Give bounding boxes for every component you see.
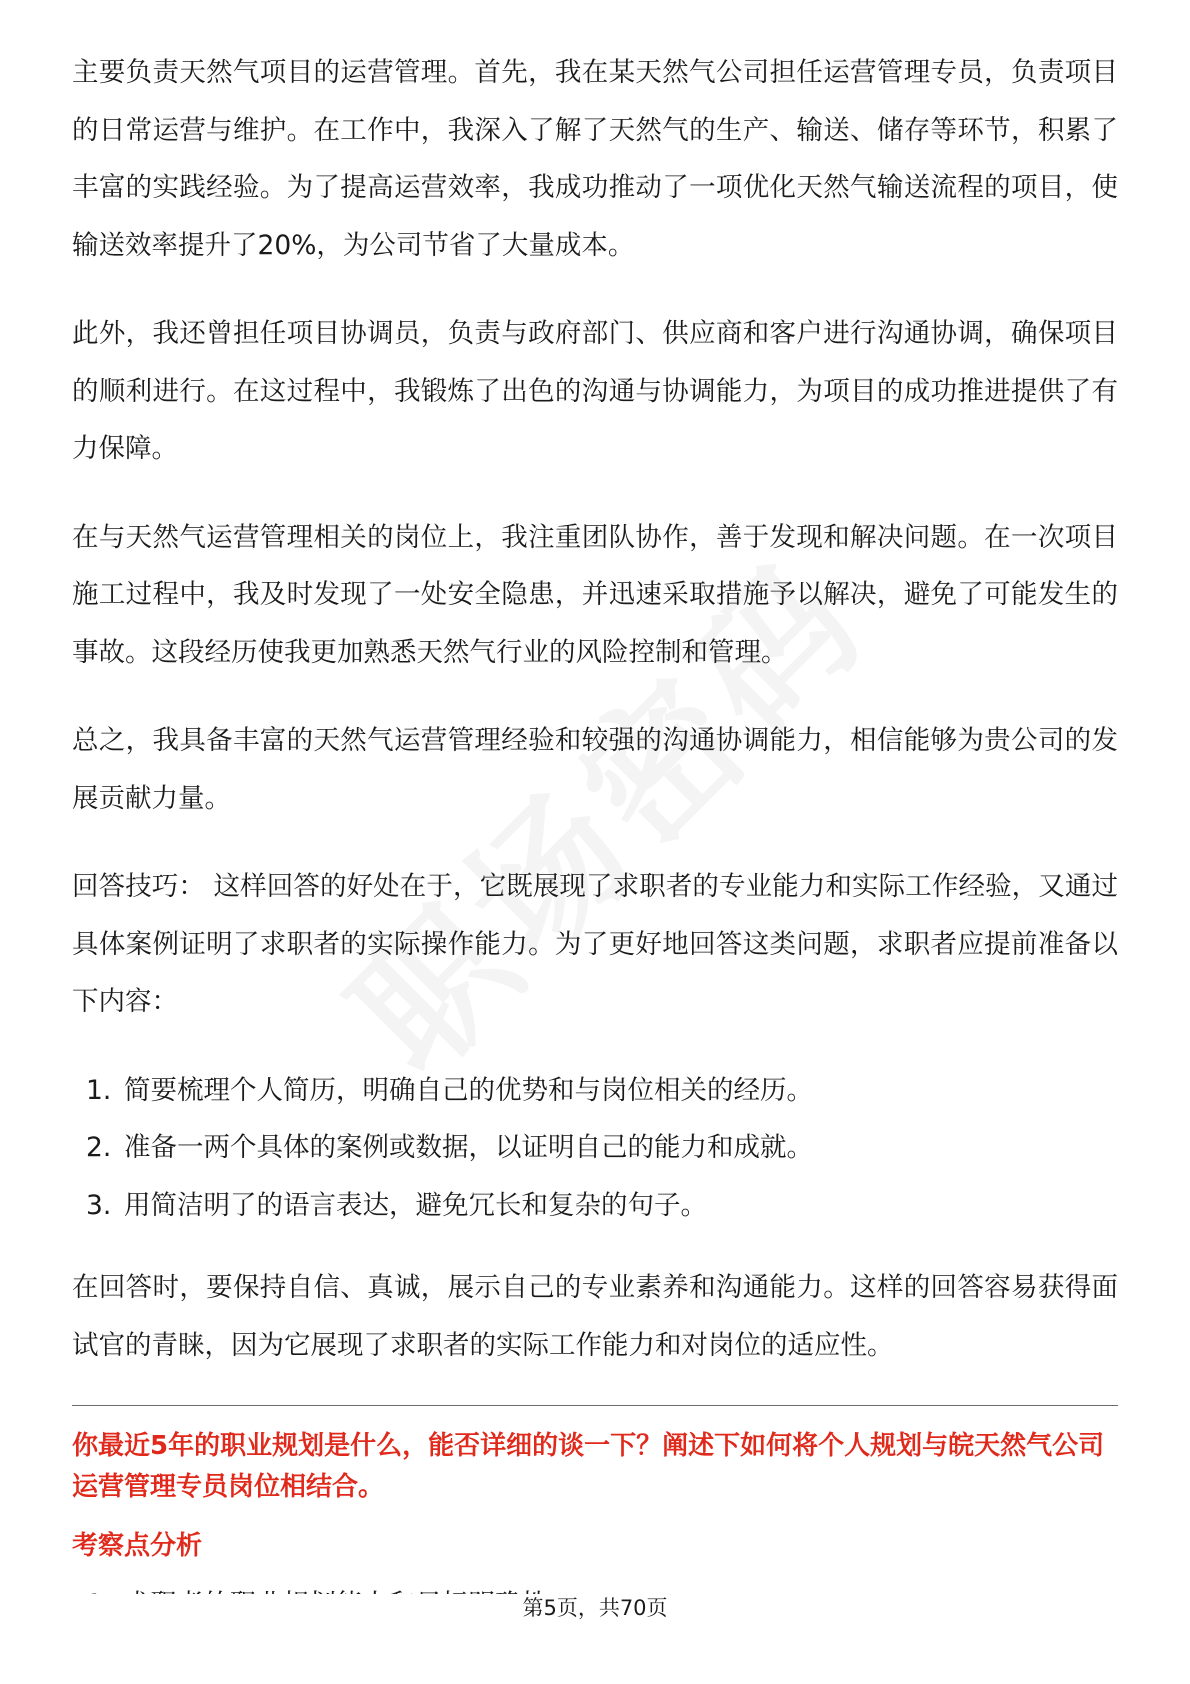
section-divider <box>72 1405 1118 1406</box>
content-area <box>72 44 1118 1567</box>
list-item: 3. 用简洁明了的语言表达，避免冗长和复杂的句子。 <box>86 1189 707 1221</box>
paragraph-3: 在与天然气运营管理相关的岗位上，我注重团队协作，善于发现和解决问题。在一次项目施工过程中，我及时发现了一处安全隐患，并迅速采取措施予以解决，避免了可能发生的事故。这段经历使我更加熟悉天然气行业的风险控制和管理。 <box>72 521 1118 668</box>
list-item: 2. 准备一两个具体的案例或数据，以证明自己的能力和成就。 <box>86 1132 813 1163</box>
answer-tips-paragraph: 回答技巧： 这样回答的好处在于，它既展现了求职者的专业能力和实际工作经验，又通过具体案例证明了求职者的实际操作能力。为了更好地回答这类问题，求职者应提前准备以下内容： <box>72 871 1118 1017</box>
analysis-heading: 考察点分析 <box>72 1531 203 1561</box>
closing-paragraph: 在回答时，要保持自信、真诚，展示自己的专业素养和沟通能力。这样的回答容易获得面试官的青睐，因为它展现了求职者的实际工作能力和对岗位的适应性。 <box>72 1272 1118 1361</box>
tips-list <box>72 1062 1118 1235</box>
paragraph-2: 此外，我还曾担任项目协调员，负责与政府部门、供应商和客户进行沟通协调，确保项目的顺利进行。在这过程中，我锻炼了出色的沟通与协调能力，为项目的成功推进提供了有力保障。 <box>72 318 1118 464</box>
paragraph-1: 主要负责天然气项目的运营管理。首先，我在某天然气公司担任运营管理专员，负责项目的日常运营与维护。在工作中，我深入了解了天然气的生产、输送、储存等环节，积累了丰富的实践经验。为了提高运营效率，我成功推动了一项优化天然气输送流程的项目，使输送效率提升了20%，为公司节省了大量成本。 <box>72 57 1118 261</box>
question-heading: 你最近5年的职业规划是什么，能否详细的谈一下？阐述下如何将个人规划与皖天然气公司运营管理专员岗位相结合。 <box>72 1431 1105 1502</box>
paragraph-4: 总之，我具备丰富的天然气运营管理经验和较强的沟通协调能力，相信能够为贵公司的发展贡献力量。 <box>72 725 1118 814</box>
list-item: 1. 简要梳理个人简历，明确自己的优势和与岗位相关的经历。 <box>86 1074 813 1106</box>
page-number-footer: 第5页，共70页 <box>0 1594 1190 1622</box>
